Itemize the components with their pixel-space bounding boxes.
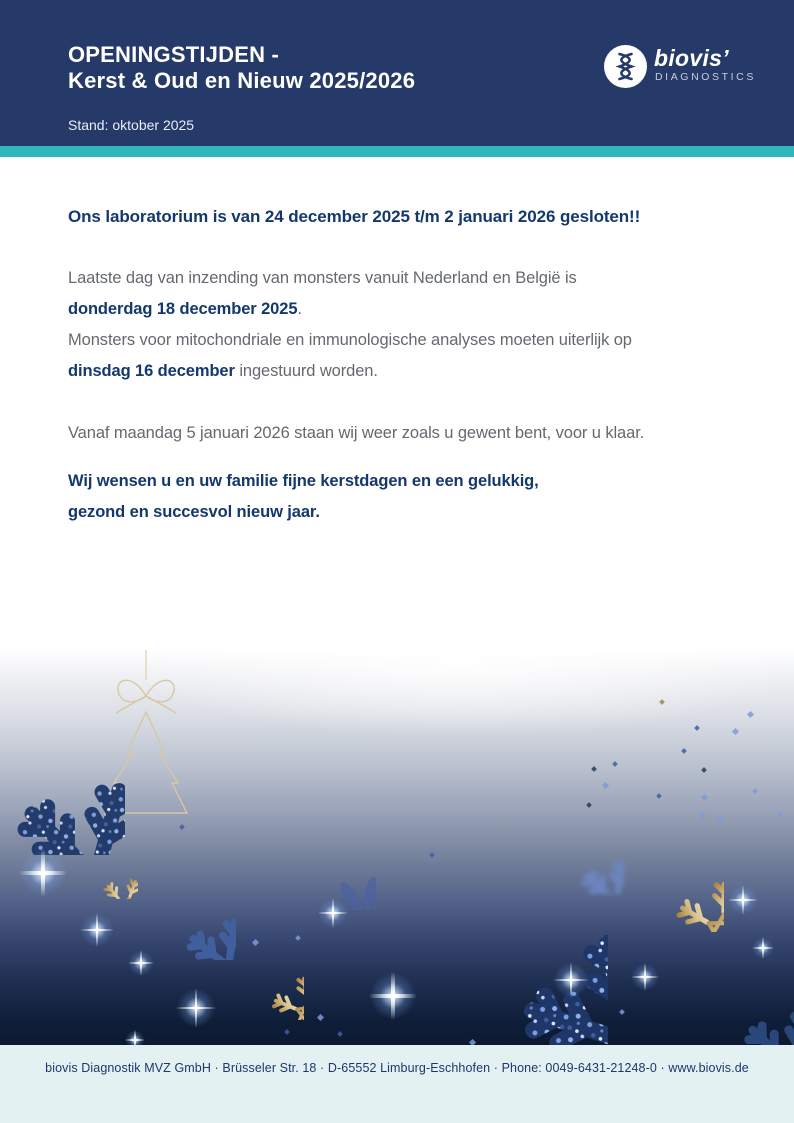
star-sparkle-icon [631,963,659,991]
page-title [68,42,415,94]
confetti-dot-icon [701,767,707,773]
confetti-dot-icon [732,728,739,735]
star-sparkle-icon [369,972,417,1020]
confetti-dot-icon [586,802,592,808]
confetti-dot-icon [337,1031,343,1037]
greeting-line2: gezond en succesvol nieuw jaar. [68,503,320,521]
confetti-dot-icon [619,1009,625,1015]
star-sparkle-icon [19,849,67,897]
confetti-dot-icon [659,699,665,705]
confetti-dot-icon [777,812,783,818]
winter-illustration [0,650,794,1045]
confetti-dot-icon [752,788,758,794]
navy-snowflake-icon [688,935,794,1045]
flower-snowflake-icon [281,815,376,910]
version-date: Stand: oktober 2025 [68,117,195,133]
confetti-dot-icon [179,824,185,830]
page-title-line1: OPENINGSTIJDEN - [68,42,280,67]
star-sparkle-icon [128,950,154,976]
gold-snowflake-icon [620,828,724,932]
deadline-date-2: dinsdag 16 december [68,362,235,380]
confetti-dot-icon [612,761,618,767]
logo-subtitle-text: DIAGNOSTICS [655,71,756,83]
star-sparkle-icon [752,937,774,959]
star-sparkle-icon [728,885,758,915]
glitter-snowflake-icon [0,655,125,855]
letter-body [68,201,678,528]
page-title-line2: Kerst & Oud en Nieuw 2025/2026 [68,68,416,93]
star-sparkle-icon [125,1030,145,1045]
confetti-dot-icon [699,812,706,819]
confetti-dot-icon [602,782,609,789]
gold-snowflake-icon [226,942,304,1020]
logo-brand-text: biovis’ [654,45,729,71]
footer-bar [0,1045,794,1123]
dna-helix-icon [604,45,647,88]
confetti-dot-icon [284,1029,290,1035]
confetti-dot-icon [717,816,724,823]
confetti-dot-icon [701,794,708,801]
footer-contact-line: biovis Diagnostik MVZ GmbH · Brüsseler Str. 18 · D-65552 Limburg-Eschhofen · Phone: 0049-6431-21248-0 · www.biovis.de [45,1061,749,1075]
star-sparkle-icon [553,962,589,998]
teal-divider [0,146,794,157]
star-sparkle-icon [80,913,114,947]
reopening-paragraph: Vanaf maandag 5 januari 2026 staan wij weer zoals u gewent bent, voor u klaar. [68,424,645,442]
biovis-logo [604,45,754,91]
confetti-dot-icon [591,766,597,772]
confetti-dot-icon [295,935,301,941]
confetti-dot-icon [317,1014,324,1021]
greeting-paragraph [68,466,678,528]
deadline-paragraph [68,263,678,387]
header-banner [0,0,794,146]
deadline-text-2: Monsters voor mitochondriale en immunologische analyses moeten uiterlijk op [68,331,632,349]
greeting-line1: Wij wensen u en uw familie fijne kerstdagen en een gelukkig, [68,472,539,490]
confetti-dot-icon [747,711,754,718]
deadline-period: . [297,300,302,318]
star-sparkle-icon [318,898,348,928]
deadline-suffix: ingestuurd worden. [234,362,378,380]
deadline-date-1: donderdag 18 december 2025 [68,300,298,318]
star-sparkle-icon [176,988,216,1028]
confetti-dot-icon [681,748,687,754]
closure-headline: Ons laboratorium is van 24 december 2025 t/m 2 januari 2026 gesloten!! [68,207,641,226]
deadline-text-1: Laatste dag van inzending van monsters vanuit Nederland en België is [68,269,577,287]
glitter-snowflake-icon [383,843,608,1046]
confetti-dot-icon [694,725,700,731]
confetti-dot-icon [656,793,662,799]
